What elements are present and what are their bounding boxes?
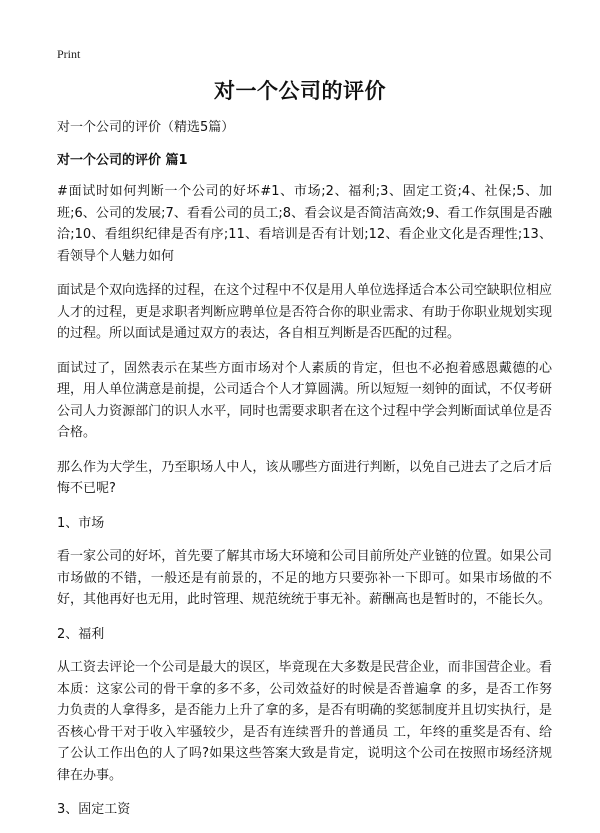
paragraph-3: 那么作为大学生，乃至职场人中人，该从哪些方面进行判断，以免自己进去了之后才后悔不已呢? (57, 459, 552, 496)
paragraph-4: 看一家公司的好坏，首先要了解其市场大环境和公司目前所处产业链的位置。如果公司市场做的不错，一般还是有前景的，不足的地方只要弥补一下即可。如果市场做的不好，其他再好也无用，此时管理、规范统统于事无补。薪酬高也是暂时的，不能长久。 (57, 549, 552, 607)
heading-fixed-salary: 3、固定工资 (57, 802, 131, 817)
paragraph-1: 面试是个双向选择的过程，在这个过程中不仅是用人单位选择适合本公司空缺职位相应人才的过程，更是求职者判断应聘单位是否符合你的职业需求、有助于你职业规划实现的过程。所以面试是通过双方的表达，各自相互判断是否匹配的过程。 (57, 283, 552, 341)
heading-market: 1、市场 (57, 515, 105, 531)
paragraph-5: 从工资去评论一个公司是最大的误区，毕竟现在大多数是民营企业，而非国营企业。看本质：这家公司的骨干拿的多不多，公司效益好的时候是否普遍拿 的多，是否工作努力负责的人拿得多，是否能力上升了拿的多，是否有明确的奖惩制度并且切实执行，是否核心骨干对于收入牢骚较少，是否有连续晋升的普通员 工，年终的重奖是否有、给了公认工作出色的人了吗?如果这些答案大致是肯定，说明这个公司在按照市场经济规律在办事。 (57, 660, 552, 783)
article-content (57, 181, 552, 833)
heading-benefits: 2、福利 (57, 626, 105, 642)
intro-paragraph: #面试时如何判断一个公司的好坏#1、市场;2、福利;3、固定工资;4、社保;5、加班;6、公司的发展;7、看看公司的员工;8、看会议是否简洁高效;9、看工作氛围是否融洽;10、看组织纪律是否有序;11、看培训是否有计划;12、看企业文化是否理性;13、看领导个人魅力如何 (57, 184, 552, 264)
document-subtitle: 对一个公司的评价（精选5篇） (57, 120, 235, 135)
section-title: 对一个公司的评价 篇1 (57, 153, 188, 168)
paragraph-2: 面试过了，固然表示在某些方面市场对个人素质的肯定，但也不必抱着感恩戴德的心理，用人单位满意是前提，公司适合个人才算圆满。所以短短一刻钟的面试，不仅考研公司人力资源部门的识人水平，同时也需要求职者在这个过程中学会判断面试单位是否合格。 (57, 360, 552, 440)
document-title: 对一个公司的评价 (214, 79, 386, 103)
print-label: Print (57, 47, 81, 61)
